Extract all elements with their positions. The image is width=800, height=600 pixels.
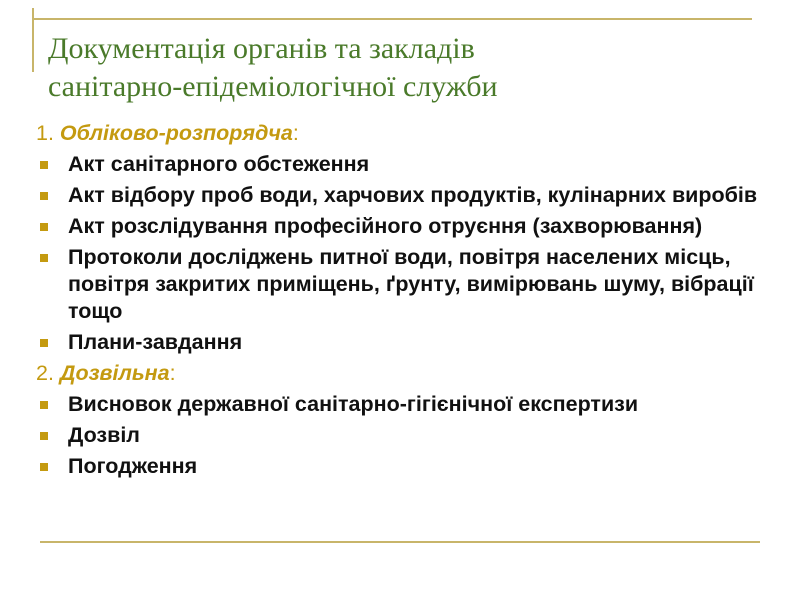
square-bullet-icon — [40, 254, 48, 262]
slide-title-line-2: санітарно-епідеміологічної служби — [48, 70, 498, 103]
list-item — [36, 422, 796, 449]
section-name: Обліково-розпорядча — [59, 121, 293, 145]
square-bullet-icon — [40, 401, 48, 409]
list-item-text: Плани-завдання — [68, 330, 243, 354]
list-item-text: Висновок державної санітарно-гігієнічної експертизи — [68, 392, 639, 416]
slide-title-line-1: Документація органів та закладів — [48, 32, 475, 65]
square-bullet-icon — [40, 192, 48, 200]
square-bullet-icon — [40, 463, 48, 471]
bottom-rule — [40, 541, 760, 543]
list-item — [36, 329, 796, 356]
slide-title — [48, 30, 768, 106]
top-rule — [32, 18, 752, 20]
list-item-text: Акт санітарного обстеження — [68, 152, 370, 176]
section-suffix: : — [169, 361, 176, 385]
slide-content — [36, 118, 796, 484]
list-item — [36, 182, 796, 209]
section-heading-1 — [36, 120, 796, 147]
list-item — [36, 453, 796, 480]
section-suffix: : — [292, 121, 299, 145]
square-bullet-icon — [40, 339, 48, 347]
list-item — [36, 213, 796, 240]
square-bullet-icon — [40, 223, 48, 231]
section-name: Дозвільна — [59, 361, 170, 385]
list-item-text: Погодження — [68, 454, 198, 478]
square-bullet-icon — [40, 161, 48, 169]
list-item-text: Акт відбору проб води, харчових продуктів, кулінарних виробів — [68, 183, 758, 207]
list-item — [36, 244, 796, 325]
list-item-text: Дозвіл — [68, 423, 140, 447]
list-item-text: Акт розслідування професійного отруєння (захворювання) — [68, 214, 703, 238]
section-number: 2. — [36, 361, 54, 385]
list-item — [36, 151, 796, 178]
square-bullet-icon — [40, 432, 48, 440]
section-heading-2 — [36, 360, 796, 387]
section-number: 1. — [36, 121, 54, 145]
left-rule — [32, 8, 34, 72]
list-item-text: Протоколи досліджень питної води, повітря населених місць, повітря закритих приміщень, ґрунту, вимірювань шуму, вібрації тощо — [68, 245, 754, 323]
list-item — [36, 391, 796, 418]
